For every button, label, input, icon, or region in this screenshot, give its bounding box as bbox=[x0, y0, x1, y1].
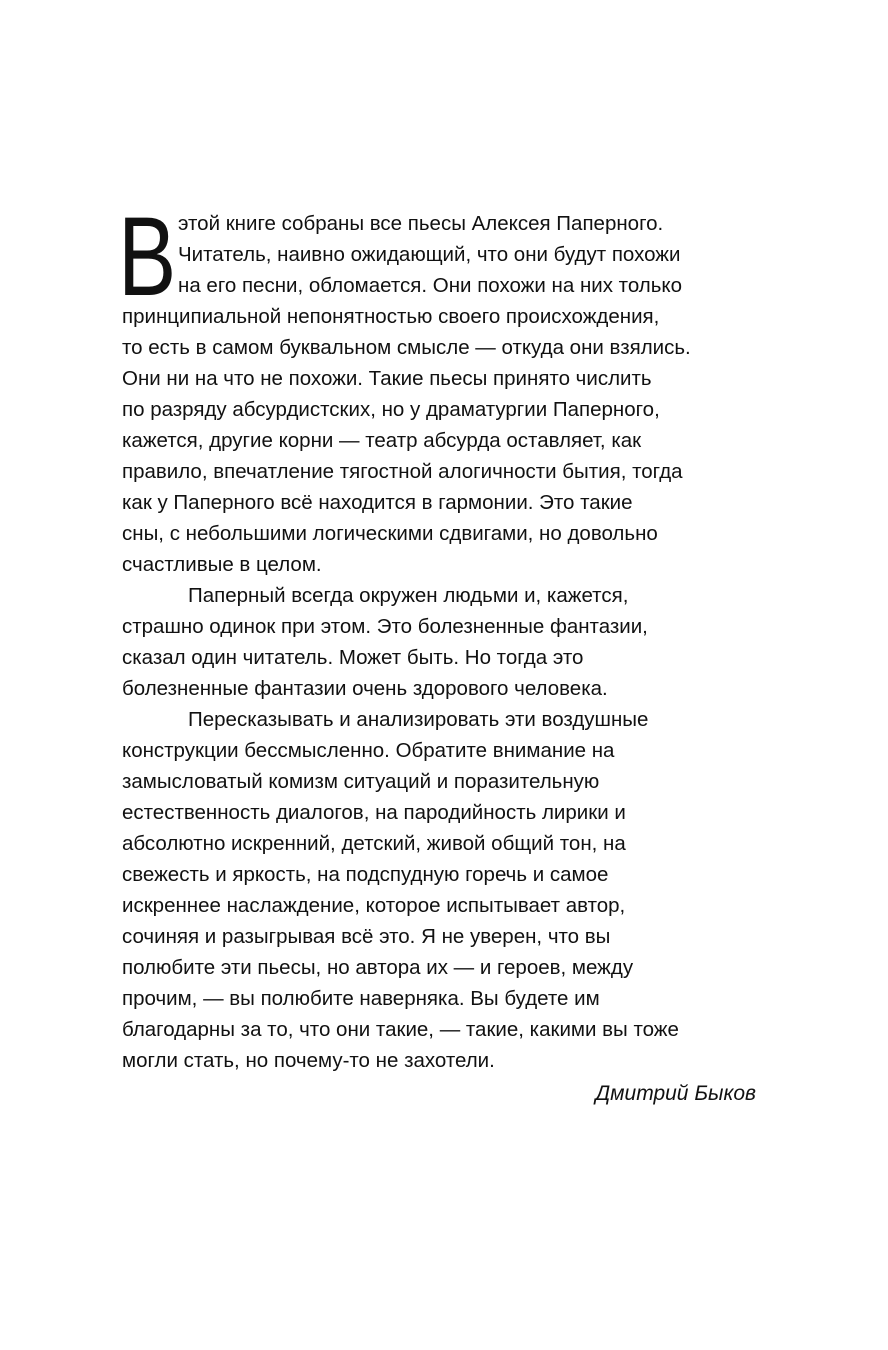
text-line: как у Паперного всё находится в гармонии. Это такие bbox=[122, 491, 633, 514]
text-line: счастливые в целом. bbox=[122, 553, 322, 576]
foreword-text bbox=[122, 208, 762, 1076]
text-line: свежесть и яркость, на подспудную горечь и самое bbox=[122, 863, 609, 886]
drop-cap-lines bbox=[122, 208, 762, 301]
text-line: Они ни на что не похожи. Такие пьесы принято числить bbox=[122, 367, 652, 390]
text-line: естественность диалогов, на пародийность лирики и bbox=[122, 801, 626, 824]
text-line: Читатель, наивно ожидающий, что они будут похожи bbox=[178, 243, 681, 266]
text-line: прочим, — вы полюбите наверняка. Вы будете им bbox=[122, 987, 600, 1010]
text-line: то есть в самом буквальном смысле — откуда они взялись. bbox=[122, 336, 691, 359]
text-line: кажется, другие корни — театр абсурда оставляет, как bbox=[122, 429, 642, 452]
text-line: сказал один читатель. Может быть. Но тогда это bbox=[122, 646, 584, 669]
drop-cap-letter: В bbox=[118, 194, 177, 319]
text-line: страшно одинок при этом. Это болезненные фантазии, bbox=[122, 615, 648, 638]
text-line: абсолютно искренний, детский, живой общий тон, на bbox=[122, 832, 626, 855]
text-line: благодарны за то, что они такие, — такие, какими вы тоже bbox=[122, 1018, 679, 1041]
text-line: принципиальной непонятностью своего происхождения, bbox=[122, 305, 660, 328]
paragraph-3 bbox=[122, 704, 762, 1076]
paragraph-2 bbox=[122, 580, 762, 704]
text-line: этой книге собраны все пьесы Алексея Паперного. bbox=[178, 212, 664, 235]
paragraph-1 bbox=[122, 208, 762, 580]
text-line: сочиняя и разыгрывая всё это. Я не уверен, что вы bbox=[122, 925, 611, 948]
text-line: Паперный всегда окружен людьми и, кажется, bbox=[188, 584, 629, 607]
text-line: полюбите эти пьесы, но автора их — и героев, между bbox=[122, 956, 634, 979]
text-line: замысловатый комизм ситуаций и поразительную bbox=[122, 770, 600, 793]
text-line: могли стать, но почему-то не захотели. bbox=[122, 1049, 495, 1072]
text-line: правило, впечатление тягостной алогичности бытия, тогда bbox=[122, 460, 683, 483]
text-line: сны, с небольшими логическими сдвигами, но довольно bbox=[122, 522, 658, 545]
author-signature: Дмитрий Быков bbox=[595, 1082, 756, 1105]
text-line: Пересказывать и анализировать эти воздушные bbox=[188, 708, 649, 731]
text-line: конструкции бессмысленно. Обратите внимание на bbox=[122, 739, 615, 762]
text-line: болезненные фантазии очень здорового человека. bbox=[122, 677, 608, 700]
text-line: на его песни, обломается. Они похожи на них только bbox=[178, 274, 683, 297]
text-line: искреннее наслаждение, которое испытывает автор, bbox=[122, 894, 626, 917]
text-line: по разряду абсурдистских, но у драматургии Паперного, bbox=[122, 398, 660, 421]
